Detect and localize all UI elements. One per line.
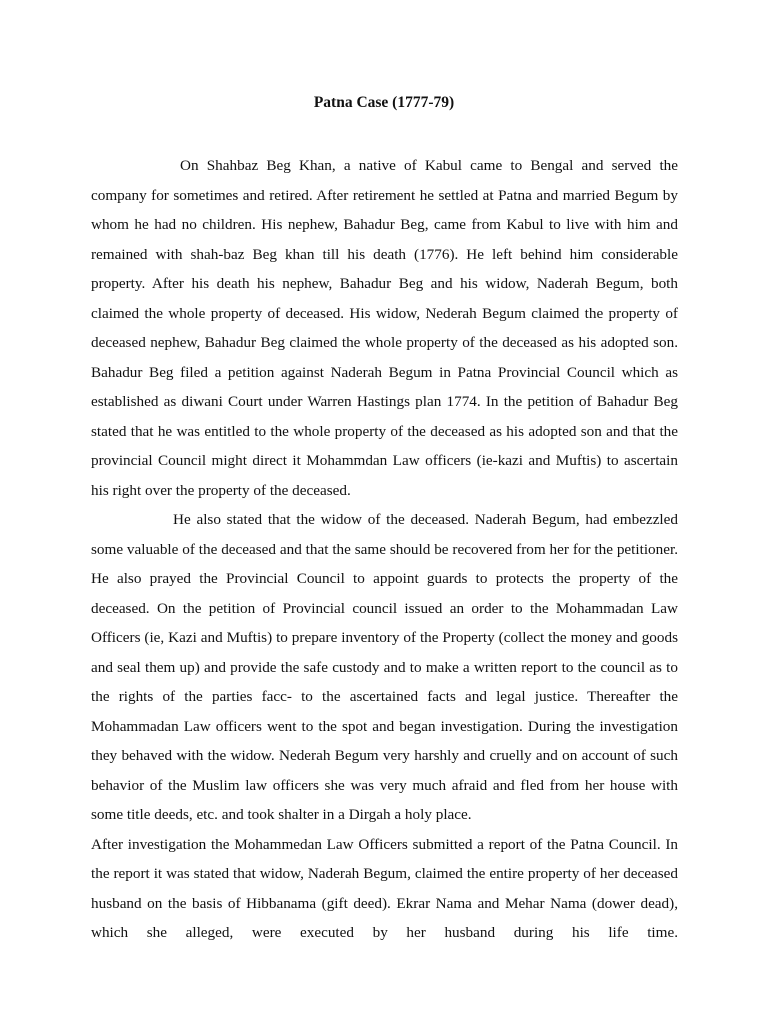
paragraph-3: After investigation the Mohammedan Law Officers submitted a report of the Patna Council. In the report it was stated that widow, Naderah Begum, claimed the entire property of her deceased husband on the basis of Hibbanama (gift deed). Ekrar Nama and Mehar Nama (dower dead), which she alleged, were executed by her husband during his life time. bbox=[91, 835, 678, 941]
page-title: Patna Case (1777-79) bbox=[313, 94, 455, 111]
document-body bbox=[91, 151, 678, 948]
paragraph-1: On Shahbaz Beg Khan, a native of Kabul came to Bengal and served the company for sometimes and retired. After retirement he settled at Patna and married Begum by whom he had no children. His nephew, Bahadur Beg, came from Kabul to live with him and remained with shah-baz Beg khan till his death (1776). He left behind him considerable property. After his death his nephew, Bahadur Beg and his widow, Naderah Begum, both claimed the whole property of deceased. His widow, Nederah Begum claimed the property of deceased nephew, Bahadur Beg claimed the whole property of the deceased as his adopted son. Bahadur Beg filed a petition against Naderah Begum in Patna Provincial Council which as established as diwani Court under Warren Hastings plan 1774. In the petition of Bahadur Beg stated that he was entitled to the whole property of the deceased as his adopted son and that the provincial Council might direct it Mohammdan Law officers (ie-kazi and Muftis) to ascertain his right over the property of the deceased. bbox=[91, 157, 678, 499]
paragraph-2: He also stated that the widow of the deceased. Naderah Begum, had embezzled some valuable of the deceased and that the same should be recovered from her for the petitioner. He also prayed the Provincial Council to appoint guards to protects the property of the deceased. On the petition of Provincial council issued an order to the Mohammadan Law Officers (ie, Kazi and Muftis) to prepare inventory of the Property (collect the money and goods and seal them up) and provide the safe custody and to make a written report to the council as to the rights of the parties facc- to the ascertained facts and legal justice. Thereafter the Mohammadan Law officers went to the spot and began investigation. During the investigation they behaved with the widow. Nederah Begum very harshly and cruelly and on account of such behavior of the Muslim law officers she was very much afraid and fled from her house with some title deeds, etc. and took shalter in a Dirgah a holy place. bbox=[91, 511, 678, 823]
